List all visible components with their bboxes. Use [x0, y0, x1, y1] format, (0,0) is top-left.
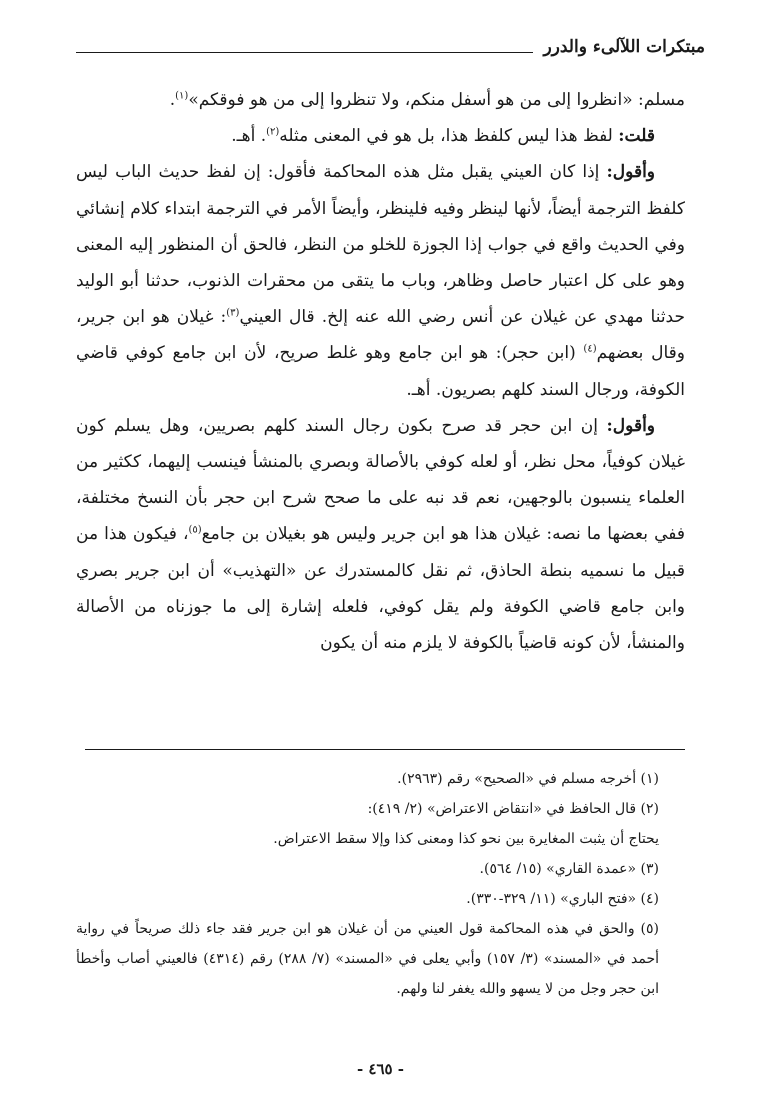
paragraph-4-lead: وأقول:: [606, 415, 655, 436]
running-header: [76, 30, 705, 58]
paragraph-4-text-2: ، فيكون هذا من قبيل ما نسميه بنطة الحاذق، ثم نقل كالمستدرك عن «التهذيب» أن ابن جرير بصري وابن جامع قاضي الكوفة ولم يقل كوفي، فلعله إشارة إلى ما جوزناه من الأصالة والمنشأ، لأن كونه قاضياً بالكوفة لا يلزم منه أن يكون: [76, 524, 685, 654]
footnote-3: (٣) «عمدة القاري» (١٥/ ٥٦٤).: [479, 861, 659, 877]
footnote-2: (٢) قال الحافظ في «انتقاض الاعتراض» (٢/ ٤١٩):: [367, 801, 659, 817]
book-title: مبتكرات اللآلىء والدرر: [543, 37, 705, 57]
paragraph-1: [76, 82, 685, 118]
paragraph-4: [76, 408, 685, 661]
paragraph-3-text-1: إذا كان العيني يقبل مثل هذه المحاكمة فأقول: إن لفظ حديث الباب ليس كلفظ الترجمة أيضاً، لأنها لينظر وفيه فلينظر، وأيضاً الأمر في الترجمة ابتداء كلام إنشائي وفي الحديث واقع في جواب إذا الجوزة للخلو من النظر، فالحق أن المنظور إليه المعنى وهو على كل اعتبار حاصل وظاهر، وباب ما يتقى من محقرات الذنوب، حدثنا أبو الوليد حدثنا مهدي عن غيلان عن أنس رضي الله عنه إلخ. قال العيني: [76, 162, 685, 328]
footnote-ref-1[interactable]: (١): [175, 90, 189, 102]
paragraph-3-text-2: : غيلان هو ابن جرير، وقال بعضهم: [76, 307, 685, 364]
footnotes: [76, 764, 685, 1004]
footnote-1: (١) أخرجه مسلم في «الصحيح» رقم (٢٩٦٣).: [397, 771, 659, 787]
main-text: [76, 82, 685, 661]
header-rule: [76, 52, 533, 53]
footnote-5: (٥) والحق في هذه المحاكمة قول العيني من أن غيلان هو ابن جرير فقد جاء ذلك صريحاً في رواية أحمد في «المسند» (٣/ ١٥٧) وأبي يعلى في «المسند» (٧/ ٢٨٨) رقم (٤٣١٤) فالعيني أصاب وأخطأ ابن حجر وجل من لا يسهو والله يغفر لنا ولهم.: [76, 921, 659, 997]
footnote-separator: [85, 749, 685, 750]
footnote-ref-2[interactable]: (٢): [266, 126, 280, 138]
footnote-4: (٤) «فتح الباري» (١١/ ٣٢٩-٣٣٠).: [466, 891, 659, 907]
paragraph-1-text: مسلم: «انظروا إلى من هو أسفل منكم، ولا تنظروا إلى من هو فوقكم»: [188, 90, 685, 110]
paragraph-2: [76, 118, 685, 154]
paragraph-2-text: لفظ هذا ليس كلفظ هذا، بل هو في المعنى مثله: [279, 126, 619, 147]
footnote-ref-3[interactable]: (٣): [226, 307, 240, 319]
paragraph-2-lead: قلت:: [618, 126, 655, 147]
paragraph-2-tail: . أهـ.: [231, 126, 267, 147]
footnote-ref-4[interactable]: (٤): [583, 343, 597, 355]
footnote-ref-5[interactable]: (٥): [188, 524, 202, 536]
paragraph-3-text-3: (ابن حجر): هو ابن جامع وهو غلط صريح، لأن ابن جامع كوفي قاضي الكوفة، ورجال السند كلهم بصريون. أهـ.: [76, 343, 685, 400]
paragraph-4-text-1: إن ابن حجر قد صرح بكون رجال السند كلهم بصريين، وهل يسلم كون غيلان كوفياً، محل نظر، أو لعله كوفي بالأصالة وبصري بالمنشأ فينسب إليهما، ككثير من العلماء ينسبون بالوجهين، نعم قد نبه على ما صحح شرح ابن حجر بأن النسخ مختلفة، ففي بعضها ما نصه: غيلان هذا هو ابن جرير وليس هو بغيلان بن جامع: [76, 415, 685, 545]
paragraph-3-lead: وأقول:: [606, 162, 655, 183]
footnote-2-continuation: يحتاج أن يثبت المغايرة بين نحو كذا ومعنى كذا وإلا سقط الاعتراض.: [273, 831, 659, 847]
page-number: - ٤٦٥ -: [356, 1060, 405, 1078]
paragraph-3: [76, 154, 685, 407]
paragraph-1-tail: .: [169, 90, 176, 110]
